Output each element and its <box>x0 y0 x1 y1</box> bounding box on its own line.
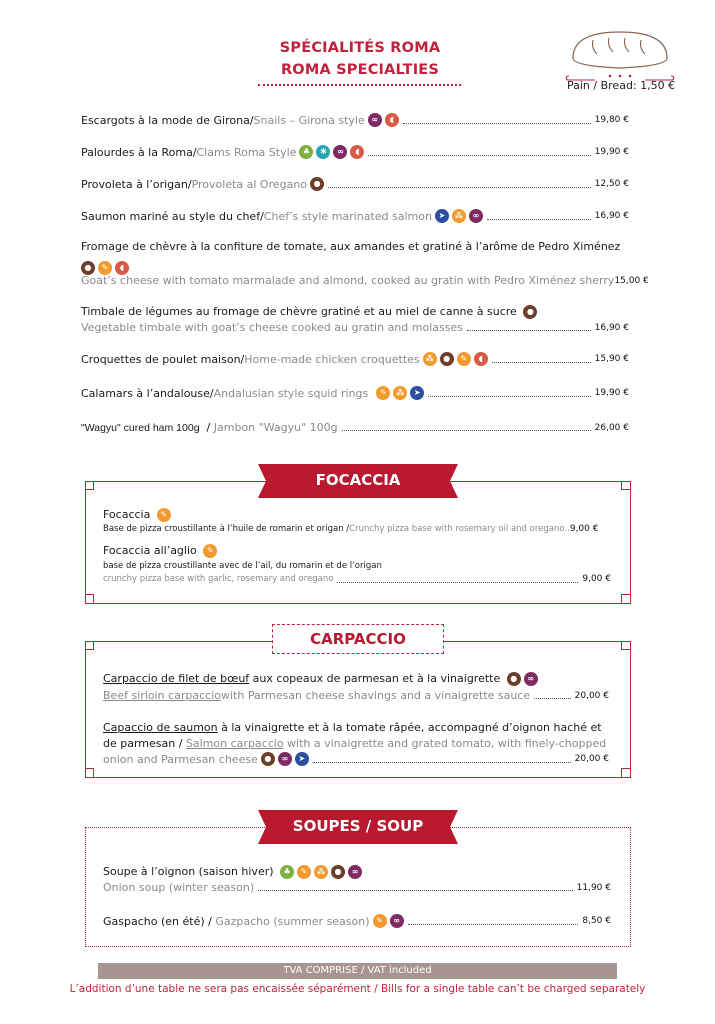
soy-icon: ⁂ <box>314 865 328 879</box>
item-desc-fr: aux copeaux de parmesan et à la vinaigrette <box>249 672 501 685</box>
carpaccio-title: CARPACCIO <box>272 624 444 654</box>
item-price: 20,00 € <box>574 754 609 764</box>
tree-nut-icon: ♣ <box>299 145 313 159</box>
dot-leader <box>328 187 591 188</box>
item-name-fr: Carpaccio de filet de bœuf <box>103 672 250 685</box>
item-price: 15,90 € <box>594 354 629 364</box>
item-price: 19,80 € <box>594 115 629 125</box>
item-desc-fr: à la vinaigrette et à la tomate râpée, accompagné d’oignon haché et <box>217 721 602 734</box>
item-price: 11,90 € <box>576 882 611 893</box>
dot-leader <box>313 762 571 763</box>
item-name-fr: Escargots à la mode de Girona <box>81 113 250 127</box>
item-desc-en: Crunchy pizza base with rosemary oil and oregano.. <box>349 524 570 534</box>
item-price: 26,00 € <box>594 422 629 433</box>
box-corner <box>621 481 630 490</box>
item-name-fr: Calamars à l’andalouse <box>81 386 210 400</box>
list-item <box>81 209 629 223</box>
item-name-fr: Provoleta à l’origan <box>81 177 188 191</box>
list-item <box>81 421 629 434</box>
item-desc-en: onion and Parmesan cheese <box>103 752 258 766</box>
box-corner <box>621 641 630 650</box>
shellfish-icon: ◖ <box>115 261 129 275</box>
dairy-icon: ∞ <box>348 865 362 879</box>
item-separator: / <box>240 352 245 366</box>
page-title-en: ROMA SPECIALTIES <box>280 62 440 78</box>
gluten-icon: ✎ <box>376 386 390 400</box>
item-name-en: Goat’s cheese with tomato marmalade and almond, cooked au gratin with Pedro Ximénez sherry <box>81 274 615 287</box>
item-name-fr: Capaccio de saumon <box>103 721 218 734</box>
soy-icon: ⁂ <box>452 209 466 223</box>
fish-icon: ➤ <box>435 209 449 223</box>
list-item <box>81 177 629 191</box>
dot-leader <box>258 890 572 891</box>
dot-leader <box>428 396 590 397</box>
item-desc-fr: de parmesan / <box>103 737 186 750</box>
list-item <box>81 352 629 366</box>
shellfish-icon: ◖ <box>350 145 364 159</box>
list-item <box>81 113 629 127</box>
focaccia-title: FOCACCIA <box>315 471 401 489</box>
item-price: 16,90 € <box>594 211 629 221</box>
gluten-icon: ✎ <box>157 508 171 522</box>
item-separator: / <box>204 914 216 928</box>
list-item <box>103 508 171 522</box>
item-name-en: Chef’s style marinated salmon <box>263 209 432 223</box>
item-name-fr: "Wagyu" cured ham 100g <box>81 421 200 434</box>
title-divider <box>258 84 461 86</box>
box-corner <box>621 594 630 603</box>
list-item <box>81 274 649 287</box>
item-name-en: Vegetable timbale with goat’s cheese cooked au gratin and molasses <box>81 321 463 334</box>
item-name-en: Andalusian style squid rings <box>213 386 369 400</box>
item-price: 20,00 € <box>574 690 609 701</box>
dot-leader <box>342 430 591 431</box>
list-item <box>103 881 611 894</box>
egg-icon: ● <box>507 672 521 686</box>
egg-icon: ● <box>331 865 345 879</box>
item-separator: / <box>187 177 192 191</box>
item-separator: / <box>249 113 254 127</box>
dot-leader <box>534 698 570 699</box>
item-price: 16,90 € <box>594 322 629 333</box>
item-name-fr: Croquettes de poulet maison <box>81 352 241 366</box>
item-name-en: Salmon carpaccio <box>185 737 284 750</box>
soy-icon: ⁂ <box>423 352 437 366</box>
dairy-icon: ∞ <box>333 145 347 159</box>
item-name-en: Beef sirloin carpaccio <box>103 689 221 702</box>
soup-title: SOUPES / SOUP <box>292 817 424 835</box>
shellfish-icon: ◖ <box>385 113 399 127</box>
soy-icon: ⁂ <box>393 386 407 400</box>
item-desc-en: with Parmesan cheese shavings and a vinaigrette sauce <box>221 689 531 702</box>
list-item <box>103 752 609 766</box>
gluten-icon: ✎ <box>98 261 112 275</box>
list-item <box>103 544 217 558</box>
list-item <box>103 574 611 584</box>
fish-icon: ➤ <box>295 752 309 766</box>
tree-nut-icon: ♣ <box>280 865 294 879</box>
bread-icon <box>565 26 675 86</box>
list-item <box>103 672 538 686</box>
item-name-en: Onion soup (winter season) <box>103 881 255 894</box>
item-separator: / <box>199 421 214 434</box>
page-title-fr: SPÉCIALITÉS ROMA <box>279 40 441 56</box>
billing-note: L’addition d’une table ne sera pas encaissée séparément / Bills for a single table can’t be charged separately <box>69 983 646 995</box>
gluten-icon: ✎ <box>297 865 311 879</box>
dairy-icon: ∞ <box>368 113 382 127</box>
dot-leader <box>408 924 579 925</box>
crustacean-icon: ✱ <box>316 145 330 159</box>
egg-icon: ● <box>440 352 454 366</box>
gluten-icon: ✎ <box>203 544 217 558</box>
box-corner <box>85 641 94 650</box>
list-item <box>81 305 537 319</box>
box-corner <box>85 594 94 603</box>
focaccia-section <box>85 481 631 604</box>
item-name-fr: Timbale de légumes au fromage de chèvre gratiné et au miel de canne à sucre <box>81 305 517 318</box>
item-price: 12,50 € <box>594 179 629 189</box>
item-name-en: Snails – Girona style <box>253 113 365 127</box>
dairy-icon: ∞ <box>524 672 538 686</box>
item-name-en: Provoleta al Oregano <box>191 177 308 191</box>
item-desc-fr: Base de pizza croustillante à l’huile de romarin et origan / <box>103 524 350 534</box>
dot-leader <box>403 123 591 124</box>
list-item <box>103 865 362 879</box>
list-item <box>103 721 602 734</box>
list-item <box>103 689 609 702</box>
item-desc-en: with a vinaigrette and grated tomato, with finely-chopped <box>283 737 607 750</box>
list-item <box>103 524 611 534</box>
dairy-icon: ∞ <box>390 914 404 928</box>
item-price: 15,00 € <box>614 275 649 286</box>
item-name-en: Home-made chicken croquettes <box>244 352 420 366</box>
item-name-fr: Fromage de chèvre à la confiture de tomate, aux amandes et gratiné à l’arôme de Pedro Ximénez <box>81 240 621 253</box>
fish-icon: ➤ <box>410 386 424 400</box>
list-item <box>81 386 629 400</box>
item-separator: / <box>192 145 197 159</box>
vat-banner: TVA COMPRISE / VAT included <box>98 963 617 979</box>
list-item <box>103 737 606 750</box>
dot-leader <box>487 219 591 220</box>
item-price: 19,90 € <box>594 388 629 398</box>
item-price: 9,00 € <box>582 574 611 584</box>
item-separator: / <box>209 386 214 400</box>
bread-price: Pain / Bread: 1,50 € <box>567 79 676 92</box>
egg-icon: ● <box>81 261 95 275</box>
gluten-icon: ✎ <box>373 914 387 928</box>
dot-leader <box>368 155 590 156</box>
box-corner <box>621 768 630 777</box>
shellfish-icon: ◖ <box>474 352 488 366</box>
item-name-en: Clams Roma Style <box>196 145 297 159</box>
dot-leader <box>467 330 591 331</box>
item-name-fr: Saumon mariné au style du chef <box>81 209 261 223</box>
item-name-fr: Soupe à l’oignon (saison hiver) <box>103 865 274 878</box>
dairy-icon: ∞ <box>278 752 292 766</box>
item-name: Focaccia all’aglio <box>103 544 197 557</box>
item-price: 8,50 € <box>582 916 611 926</box>
item-name-en: Gazpacho (summer season) <box>215 914 370 928</box>
item-name-fr: Gaspacho (en été) <box>103 914 205 928</box>
item-name: Focaccia <box>103 508 151 521</box>
egg-icon: ● <box>523 305 537 319</box>
list-item <box>103 914 611 928</box>
item-name-fr: Palourdes à la Roma <box>81 145 193 159</box>
box-corner <box>85 768 94 777</box>
item-desc-en: crunchy pizza base with garlic, rosemary and oregano <box>103 574 334 584</box>
dot-leader <box>492 362 591 363</box>
dairy-icon: ∞ <box>469 209 483 223</box>
item-price: 9,00 € <box>569 524 599 534</box>
list-item <box>81 321 629 334</box>
item-desc-fr: base de pizza croustillante avec de l’ail, du romarin et de l’origan <box>103 561 382 571</box>
gluten-icon: ✎ <box>457 352 471 366</box>
item-separator: / <box>260 209 264 223</box>
list-item <box>81 145 629 159</box>
egg-icon: ● <box>261 752 275 766</box>
item-price: 19,90 € <box>594 147 629 157</box>
egg-icon: ● <box>310 177 324 191</box>
box-corner <box>85 481 94 490</box>
item-name-en: Jambon "Wagyu" 100g <box>213 421 338 434</box>
dot-leader <box>337 582 578 583</box>
